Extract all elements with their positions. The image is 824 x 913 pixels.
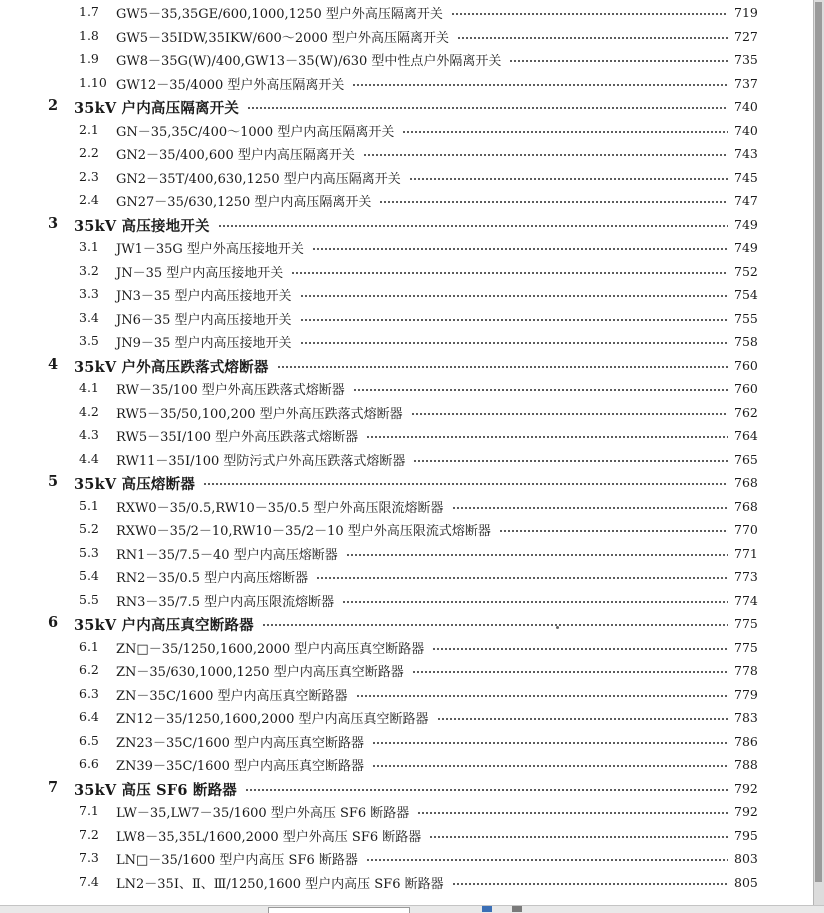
- toc-entry-row: [0, 121, 814, 141]
- entry-title: LW8－35,35L/1600,2000 型户外高压 SF6 断路器: [116, 829, 422, 845]
- toc-entry-row: [0, 27, 814, 47]
- entry-number: 3.1: [79, 239, 99, 254]
- entry-number: 5.2: [79, 521, 99, 536]
- toc-section-row: [0, 97, 814, 117]
- toc-entry-row: [0, 520, 814, 540]
- entry-title: ZN□－35/1250,1600,2000 型户内高压真空断路器: [116, 641, 425, 657]
- page-number: 754: [734, 287, 758, 302]
- page-number: 764: [734, 428, 758, 443]
- toc-entry-row: [0, 826, 814, 846]
- entry-title: GW8－35G(W)/400,GW13－35(W)/630 型中性点户外隔离开关: [116, 54, 502, 69]
- toc-section-row: [0, 473, 814, 493]
- toc-entry-row: [0, 3, 814, 23]
- dot-leader: [363, 154, 728, 156]
- toc-entry-row: [0, 191, 814, 211]
- toc-entry-row: [0, 638, 814, 658]
- entry-number: 6.2: [79, 662, 99, 677]
- entry-number: 4.1: [79, 380, 99, 395]
- page-number: 760: [734, 381, 758, 396]
- page-number: 779: [734, 686, 758, 702]
- dot-leader: [262, 624, 728, 626]
- page-number: 778: [734, 663, 758, 678]
- entry-number: 2.4: [79, 192, 99, 207]
- page-number: 792: [734, 780, 758, 796]
- entry-title: RW－35/100 型户外高压跌落式熔断器: [116, 383, 345, 398]
- entry-number: 3.2: [79, 262, 99, 278]
- page-number: 755: [734, 310, 758, 326]
- page-number: 783: [734, 710, 758, 725]
- page-number: 774: [734, 592, 758, 608]
- entry-title: GW5－35ⅠDW,35ⅠKW/600～2000 型户外高压隔离开关: [116, 30, 450, 46]
- dot-leader: [412, 671, 728, 673]
- toc-section-row: [0, 614, 814, 634]
- entry-number: 2.2: [79, 145, 99, 160]
- entry-title: GN2－35T/400,630,1250 型户内高压隔离开关: [116, 171, 401, 187]
- page-number: 795: [734, 827, 758, 843]
- page-number: 743: [734, 146, 758, 161]
- dot-leader: [452, 883, 728, 885]
- section-number: 2: [48, 97, 59, 114]
- dot-leader: [218, 225, 728, 227]
- section-title: 35kV 户内高压真空断路器: [74, 617, 254, 634]
- entry-title: ZN23－35C/1600 型户内高压真空断路器: [116, 735, 365, 751]
- entry-title: RW5－35Ⅰ/100 型户外高压跌落式熔断器: [116, 430, 359, 445]
- toc-entry-row: [0, 732, 814, 752]
- entry-title: GN2－35/400,600 型户内高压隔离开关: [116, 148, 355, 163]
- page-number-input[interactable]: [268, 907, 410, 913]
- dot-leader: [247, 107, 728, 109]
- entry-number: 1.8: [79, 27, 99, 43]
- dot-leader: [417, 812, 728, 814]
- entry-title: RW11－35Ⅰ/100 型防污式户外高压跌落式熔断器: [116, 453, 406, 469]
- toc-entry-row: [0, 144, 814, 164]
- page-number: 740: [734, 122, 758, 138]
- toolbar-icon[interactable]: [512, 906, 522, 912]
- section-number: 3: [48, 214, 59, 232]
- dot-leader: [342, 601, 728, 603]
- entry-number: 3.3: [79, 286, 99, 301]
- section-number: 7: [48, 778, 59, 796]
- dot-leader: [499, 530, 728, 532]
- dot-leader: [411, 413, 728, 415]
- section-title: 35kV 高压接地开关: [74, 217, 210, 235]
- entry-title: JN3－35 型户内高压接地开关: [116, 289, 292, 304]
- page-number: 740: [734, 99, 758, 114]
- entry-number: 6.4: [79, 709, 99, 724]
- entry-number: 2.1: [79, 121, 99, 137]
- dot-leader: [277, 366, 728, 368]
- entry-title: LN□－35/1600 型户内高压 SF6 断路器: [116, 853, 358, 868]
- dot-leader: [432, 648, 728, 650]
- scrollbar-thumb[interactable]: [815, 2, 822, 882]
- entry-title: JN6－35 型户内高压接地开关: [116, 312, 292, 328]
- entry-title: RN2－35/0.5 型户内高压熔断器: [116, 571, 309, 586]
- entry-number: 4.3: [79, 427, 99, 442]
- entry-number: 6.6: [79, 756, 99, 771]
- dot-leader: [451, 13, 728, 15]
- page-number: 762: [734, 404, 758, 420]
- section-number: 6: [48, 614, 59, 631]
- dot-leader: [379, 201, 728, 203]
- page-number: 747: [734, 193, 758, 208]
- dot-leader: [316, 577, 728, 579]
- dot-leader: [452, 507, 728, 509]
- toc-entry-row: [0, 802, 814, 822]
- dot-leader: [300, 319, 728, 321]
- page-number: 768: [734, 475, 758, 490]
- entry-title: RN3－35/7.5 型户内高压限流熔断器: [116, 594, 335, 610]
- toc-entry-row: [0, 849, 814, 869]
- toc-entry-row: [0, 426, 814, 446]
- entry-title: ZN－35C/1600 型户内高压真空断路器: [116, 688, 348, 704]
- toc-section-row: [0, 356, 814, 376]
- page-number: 803: [734, 851, 758, 866]
- toc-entry-row: [0, 168, 814, 188]
- toc-entry-row: [0, 497, 814, 517]
- toc-entry-row: [0, 262, 814, 282]
- entry-number: 5.4: [79, 568, 99, 583]
- vertical-scrollbar[interactable]: [813, 0, 824, 905]
- dot-leader: [245, 789, 728, 791]
- entry-title: ZN12－35/1250,1600,2000 型户内高压真空断路器: [116, 712, 429, 727]
- dot-leader: [509, 60, 728, 62]
- page-number: 805: [734, 874, 758, 890]
- dot-leader: [312, 248, 728, 250]
- section-number: 5: [48, 473, 59, 490]
- toc-entry-row: [0, 873, 814, 893]
- page-number: 765: [734, 451, 758, 467]
- page-speck: [556, 626, 559, 629]
- page-number: 727: [734, 28, 758, 44]
- dot-leader: [413, 460, 728, 462]
- entry-number: 6.1: [79, 638, 99, 654]
- entry-number: 1.10: [79, 74, 107, 90]
- entry-title: ZN39－35C/1600 型户内高压真空断路器: [116, 759, 365, 774]
- page-number: 792: [734, 804, 758, 819]
- entry-title: LN2－35Ⅰ、Ⅱ、Ⅲ/1250,1600 型户内高压 SF6 断路器: [116, 876, 444, 892]
- page-number: 749: [734, 240, 758, 255]
- page-number: 788: [734, 757, 758, 772]
- entry-title: ZN－35/630,1000,1250 型户内高压真空断路器: [116, 665, 404, 680]
- entry-number: 4.4: [79, 450, 99, 466]
- page-number: 775: [734, 639, 758, 655]
- toc-entry-row: [0, 309, 814, 329]
- toc-entry-row: [0, 450, 814, 470]
- toc-entry-row: [0, 332, 814, 352]
- entry-title: RXW0－35/0.5,RW10－35/0.5 型户外高压限流熔断器: [116, 500, 444, 516]
- toc-entry-row: [0, 567, 814, 587]
- section-number: 4: [48, 355, 59, 373]
- page-number: 760: [734, 357, 758, 373]
- section-title: 35kV 户内高压隔离开关: [74, 100, 240, 117]
- toolbar-icon[interactable]: [482, 906, 492, 912]
- entry-number: 7.4: [79, 873, 99, 889]
- toc-section-row: [0, 779, 814, 799]
- entry-title: RN1－35/7.5－40 型户内高压熔断器: [116, 547, 338, 563]
- toc-entry-row: [0, 379, 814, 399]
- toc-section-row: [0, 215, 814, 235]
- dot-leader: [429, 836, 728, 838]
- toc-entry-row: [0, 661, 814, 681]
- page-number: 768: [734, 498, 758, 514]
- page-number: 735: [734, 52, 758, 67]
- dot-leader: [300, 295, 728, 297]
- dot-leader: [352, 84, 728, 86]
- dot-leader: [353, 389, 728, 391]
- page-number: 737: [734, 75, 758, 91]
- entry-title: JN9－35 型户内高压接地开关: [116, 336, 292, 351]
- section-title: 35kV 高压 SF6 断路器: [74, 781, 237, 799]
- page-number: 758: [734, 334, 758, 349]
- toc-entry-row: [0, 708, 814, 728]
- entry-number: 4.2: [79, 403, 99, 419]
- dot-leader: [402, 131, 728, 133]
- entry-title: JN－35 型户内高压接地开关: [116, 265, 284, 281]
- dot-leader: [300, 342, 728, 344]
- page-number: 770: [734, 522, 758, 537]
- toc-entry-row: [0, 403, 814, 423]
- entry-number: 5.3: [79, 544, 99, 560]
- entry-title: GN27－35/630,1250 型户内高压隔离开关: [116, 195, 372, 210]
- dot-leader: [457, 37, 728, 39]
- page-number: 749: [734, 216, 758, 232]
- page-number: 773: [734, 569, 758, 584]
- page-number: 745: [734, 169, 758, 185]
- toc-entry-row: [0, 285, 814, 305]
- entry-number: 1.9: [79, 51, 99, 66]
- toc-entry-row: [0, 238, 814, 258]
- dot-leader: [291, 272, 728, 274]
- dot-leader: [356, 695, 728, 697]
- entry-number: 1.7: [79, 4, 99, 19]
- entry-number: 5.5: [79, 591, 99, 607]
- dot-leader: [366, 436, 728, 438]
- entry-title: RXW0－35/2－10,RW10－35/2－10 型户外高压限流式熔断器: [116, 524, 491, 539]
- entry-number: 6.3: [79, 685, 99, 701]
- toc-entry-row: [0, 544, 814, 564]
- entry-number: 3.5: [79, 333, 99, 348]
- section-title: 35kV 高压熔断器: [74, 476, 196, 493]
- toc-entry-row: [0, 591, 814, 611]
- dot-leader: [437, 718, 728, 720]
- entry-number: 6.5: [79, 732, 99, 748]
- entry-title: RW5－35/50,100,200 型户外高压跌落式熔断器: [116, 406, 403, 422]
- page-number: 771: [734, 545, 758, 561]
- entry-number: 2.3: [79, 168, 99, 184]
- dot-leader: [409, 178, 728, 180]
- dot-leader: [372, 742, 728, 744]
- entry-title: LW－35,LW7－35/1600 型户外高压 SF6 断路器: [116, 806, 410, 821]
- entry-title: GN－35,35C/400～1000 型户内高压隔离开关: [116, 124, 395, 140]
- page-number: 786: [734, 733, 758, 749]
- entry-number: 7.3: [79, 850, 99, 865]
- dot-leader: [366, 859, 728, 861]
- section-title: 35kV 户外高压跌落式熔断器: [74, 358, 269, 376]
- entry-title: GW5－35,35GE/600,1000,1250 型户外高压隔离开关: [116, 7, 443, 22]
- entry-number: 7.2: [79, 826, 99, 842]
- entry-number: 3.4: [79, 309, 99, 325]
- dot-leader: [346, 554, 728, 556]
- entry-number: 5.1: [79, 497, 99, 513]
- toc-entry-row: [0, 685, 814, 705]
- dot-leader: [203, 483, 728, 485]
- dot-leader: [372, 765, 728, 767]
- toc-entry-row: [0, 50, 814, 70]
- page-number: 775: [734, 616, 758, 631]
- entry-title: GW12－35/4000 型户外高压隔离开关: [116, 77, 345, 93]
- entry-number: 7.1: [79, 803, 99, 818]
- toc-entry-row: [0, 755, 814, 775]
- page-number: 752: [734, 263, 758, 279]
- page-number: 719: [734, 5, 758, 20]
- entry-title: JW1－35G 型户外高压接地开关: [116, 242, 304, 257]
- toc-entry-row: [0, 74, 814, 94]
